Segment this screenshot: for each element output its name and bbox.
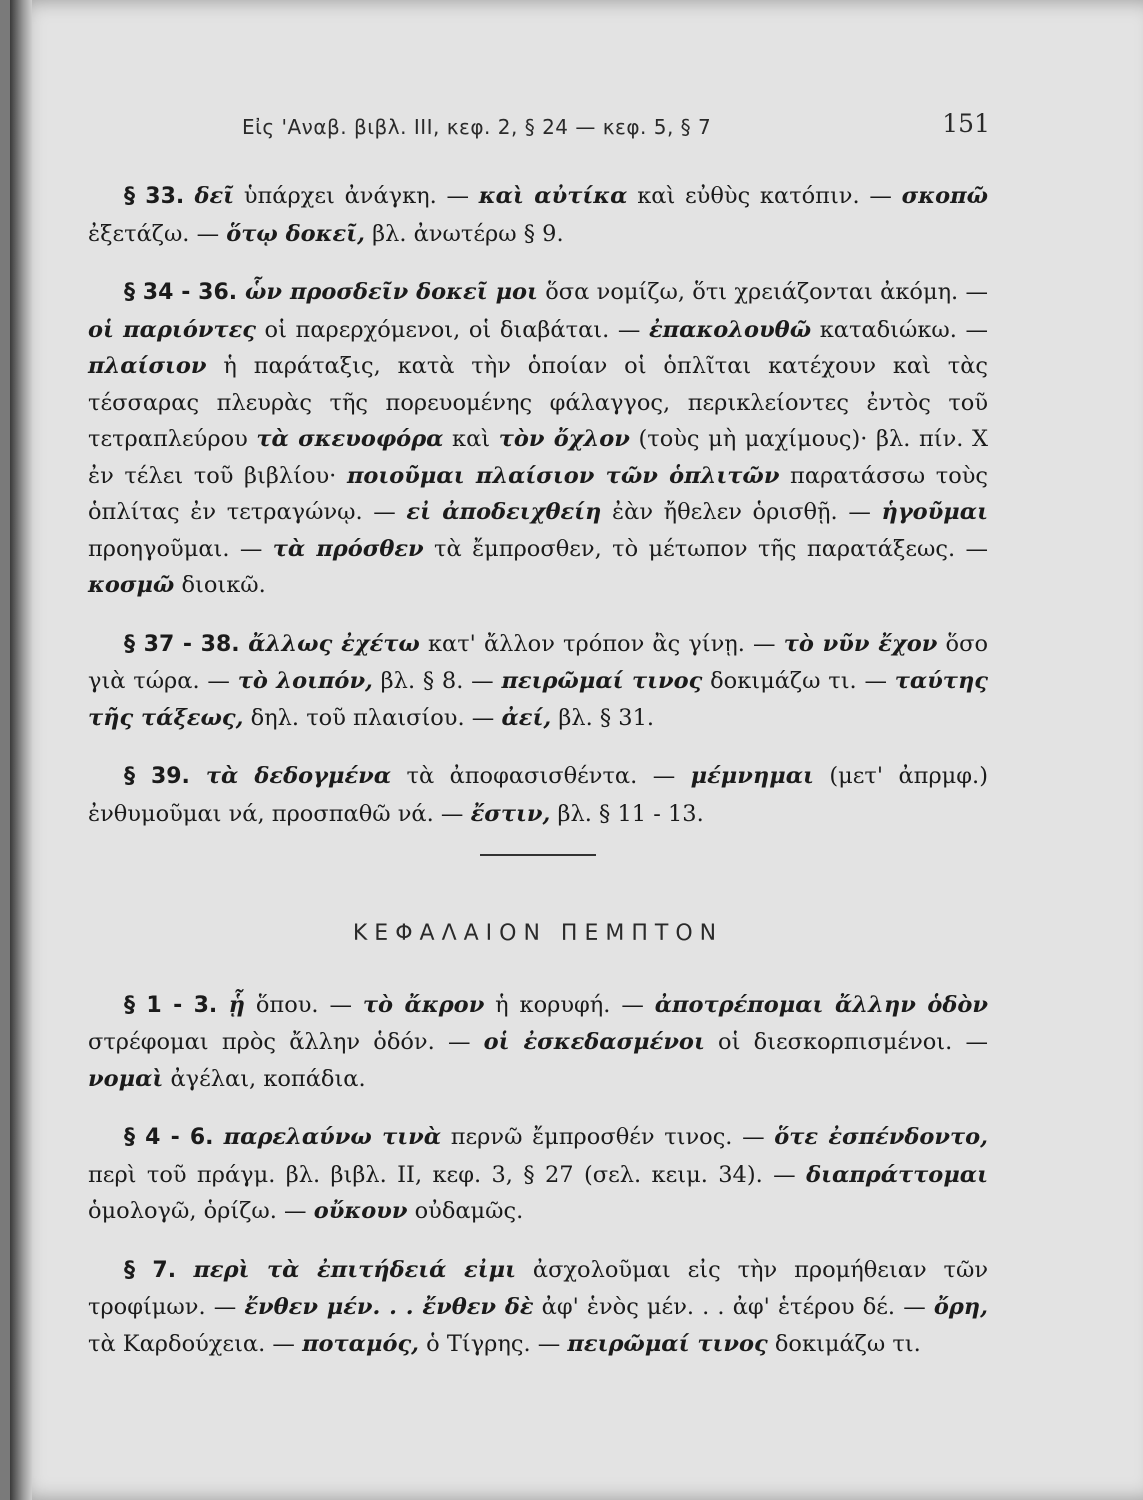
commentary-paragraph	[88, 626, 988, 737]
lemma: μέμνημαι	[690, 763, 814, 789]
book-page	[10, 0, 1143, 1500]
lemma: ὅτῳ δοκεῖ,	[226, 220, 365, 247]
lemma: ἀποτρέπομαι ἄλλην ὁδὸν	[654, 991, 989, 1018]
chapter-heading: ΚΕΦΑΛΑΙΟΝ ΠΕΜΠΤΟΝ	[352, 921, 724, 946]
commentary-group-chapter-5	[88, 987, 988, 1363]
section-ref: § 37 - 38.	[124, 631, 249, 657]
gloss: βλ. § 11 - 13.	[550, 800, 704, 827]
gloss: δοκιμάζω τι. —	[702, 668, 895, 694]
lemma: οἱ ἐσκεδασμένοι	[483, 1029, 705, 1055]
gloss: τὰ ἀποφασισθέντα. —	[391, 763, 691, 789]
gloss: (μετ' ἀπρμφ.) ἐνθυμοῦμαι νά, προσπαθῶ νά. —	[88, 763, 988, 827]
gloss: ἀσχολοῦμαι εἰς τὴν προμήθειαν τῶν τροφίμων. —	[88, 1256, 989, 1320]
section-ref: § 33.	[124, 184, 195, 209]
lemma: οἱ παριόντες	[88, 316, 256, 343]
lemma: ποιοῦμαι πλαίσιον τῶν ὁπλιτῶν	[346, 462, 780, 489]
lemma: σκοπῶ	[901, 183, 988, 209]
lemma: παρελαύνω τινὰ	[223, 1124, 442, 1150]
section-ref: § 1 - 3.	[124, 992, 229, 1018]
gloss: ὑπάρχει ἀνάγκη. —	[234, 183, 479, 209]
gloss: βλ. § 31.	[551, 704, 655, 731]
commentary-paragraph	[88, 1119, 988, 1230]
lemma: τὸ ἄκρον	[362, 991, 485, 1018]
lemma: τὰ πρόσθεν	[272, 535, 424, 562]
page-gutter	[10, 0, 32, 1500]
gloss: καταδιώκω. —	[811, 316, 989, 343]
lemma: ἄλλως ἐχέτω	[248, 630, 420, 657]
gloss: ἐὰν ἤθελεν ὁρισθῇ. —	[601, 499, 882, 525]
gloss: περνῶ ἔμπροσθέν τινος. —	[441, 1124, 775, 1150]
page-number: 151	[942, 109, 990, 138]
gloss: ὅπου. —	[245, 991, 363, 1018]
commentary-paragraph	[88, 178, 988, 252]
lemma: ὄρη,	[933, 1294, 988, 1320]
lemma: ἔνθεν μέν. . . ἔνθεν δὲ	[244, 1294, 534, 1320]
lemma: ὅτε ἐσπένδοντο,	[774, 1124, 989, 1150]
lemma: ᾗ	[228, 991, 245, 1018]
lemma: ταύτης τῆς τάξεως,	[88, 668, 988, 731]
lemma: περὶ τὰ ἐπιτήδειά εἰμι	[193, 1256, 516, 1283]
lemma: κοσμῶ	[88, 572, 175, 598]
gloss: ἡ κορυφή. —	[484, 991, 655, 1018]
lemma: πειρῶμαί τινος	[501, 668, 703, 694]
gloss: ὅσο γιὰ τώρα. —	[88, 630, 988, 694]
commentary-paragraph	[88, 1252, 988, 1363]
lemma: τὰ δεδογμένα	[205, 763, 392, 789]
gloss: δηλ. τοῦ πλαισίου. —	[243, 704, 502, 731]
commentary-paragraph	[88, 274, 988, 604]
lemma: ποταμός,	[302, 1330, 420, 1357]
lemma: ὧν προσδεῖν δοκεῖ μοι	[244, 279, 538, 305]
section-ref: § 34 - 36.	[124, 280, 245, 305]
gloss: οὐδαμῶς.	[407, 1198, 524, 1224]
gloss: ἡ παράταξις, κατὰ τὴν ὁποίαν οἱ ὁπλῖται κατέχουν καὶ τὰς τέσσαρας πλευρὰς τῆς πορευομένης φάλαγγος, περικλείοντες ἐντὸς τοῦ τετραπλεύρου	[88, 353, 988, 452]
gloss: κατ' ἄλλον τρόπον ἂς γίνῃ. —	[419, 630, 784, 657]
gloss: ὁμολογῶ, ὁρίζω. —	[88, 1198, 314, 1224]
lemma: τὸν ὄχλον	[498, 426, 630, 452]
gloss: ἐξετάζω. —	[88, 220, 227, 247]
commentary-paragraph	[88, 758, 988, 832]
gloss: δοκιμάζω τι.	[767, 1330, 921, 1357]
lemma: καὶ αὐτίκα	[478, 183, 628, 209]
gloss: ἀγέλαι, κοπάδια.	[163, 1065, 366, 1092]
section-ref: § 4 - 6.	[124, 1125, 224, 1150]
gloss: διοικῶ.	[174, 572, 266, 598]
gloss: βλ. ἀνωτέρω § 9.	[364, 220, 564, 247]
gloss: (τοὺς μὴ μαχίμους)· βλ. πίν. Χ ἐν τέλει τοῦ βιβλίου·	[88, 426, 988, 489]
gloss: βλ. § 8. —	[372, 668, 502, 694]
commentary-paragraph	[88, 987, 988, 1098]
lemma: δεῖ	[194, 183, 235, 209]
lemma: οὔκουν	[313, 1198, 408, 1224]
lemma: διαπράττομαι	[806, 1161, 988, 1188]
lemma: τὸ λοιπόν,	[237, 668, 373, 694]
lemma: ἡγοῦμαι	[881, 499, 988, 525]
section-ref: § 7.	[124, 1257, 194, 1283]
lemma: τὸ νῦν ἔχον	[783, 630, 938, 657]
gloss: ὅσα νομίζω, ὅτι χρειάζονται ἀκόμη. —	[537, 279, 988, 305]
gloss: τὰ Καρδούχεια. —	[88, 1330, 303, 1357]
lemma: πλαίσιον	[88, 353, 207, 379]
gloss: καὶ εὐθὺς κατόπιν. —	[627, 183, 902, 209]
lemma: ἐπακολουθῶ	[648, 316, 812, 343]
gloss: καὶ	[443, 426, 499, 452]
lemma: τὰ σκευοφόρα	[256, 426, 444, 452]
gloss: ὁ Τίγρης. —	[419, 1330, 568, 1357]
running-header	[242, 109, 990, 139]
section-ref: § 39.	[124, 764, 206, 789]
gloss: ἀφ' ἑνὸς μέν. . . ἀφ' ἑτέρου δέ. —	[533, 1294, 934, 1320]
gloss: οἱ διεσκορπισμένοι. —	[704, 1029, 988, 1055]
lemma: πειρῶμαί τινος	[567, 1330, 768, 1357]
running-title: Εἰς 'Αναβ. βιβλ. ΙΙΙ, κεφ. 2, § 24 — κεφ. 5, § 7	[242, 115, 712, 139]
gloss: τὰ ἔμπροσθεν, τὸ μέτωπον τῆς παρατάξεως. —	[423, 535, 988, 562]
gloss: οἱ παρερχόμενοι, οἱ διαβάται. —	[255, 316, 649, 343]
gloss: προηγοῦμαι. —	[88, 535, 273, 562]
section-divider	[480, 854, 596, 856]
lemma: νομαὶ	[88, 1065, 164, 1092]
lemma: εἰ ἀποδειχθείη	[406, 499, 602, 525]
page-body	[88, 178, 988, 1384]
gloss: παρατάσσω τοὺς ὁπλίτας ἐν τετραγώνῳ. —	[88, 462, 989, 525]
lemma: ἔστιν,	[470, 800, 551, 827]
lemma: ἀεί,	[501, 704, 552, 731]
gloss: στρέφομαι πρὸς ἄλλην ὁδόν. —	[88, 1029, 484, 1055]
gloss: περὶ τοῦ πράγμ. βλ. βιβλ. ΙΙ, κεφ. 3, § 27 (σελ. κειμ. 34). —	[88, 1161, 807, 1188]
commentary-group-chapter-2	[88, 178, 988, 832]
